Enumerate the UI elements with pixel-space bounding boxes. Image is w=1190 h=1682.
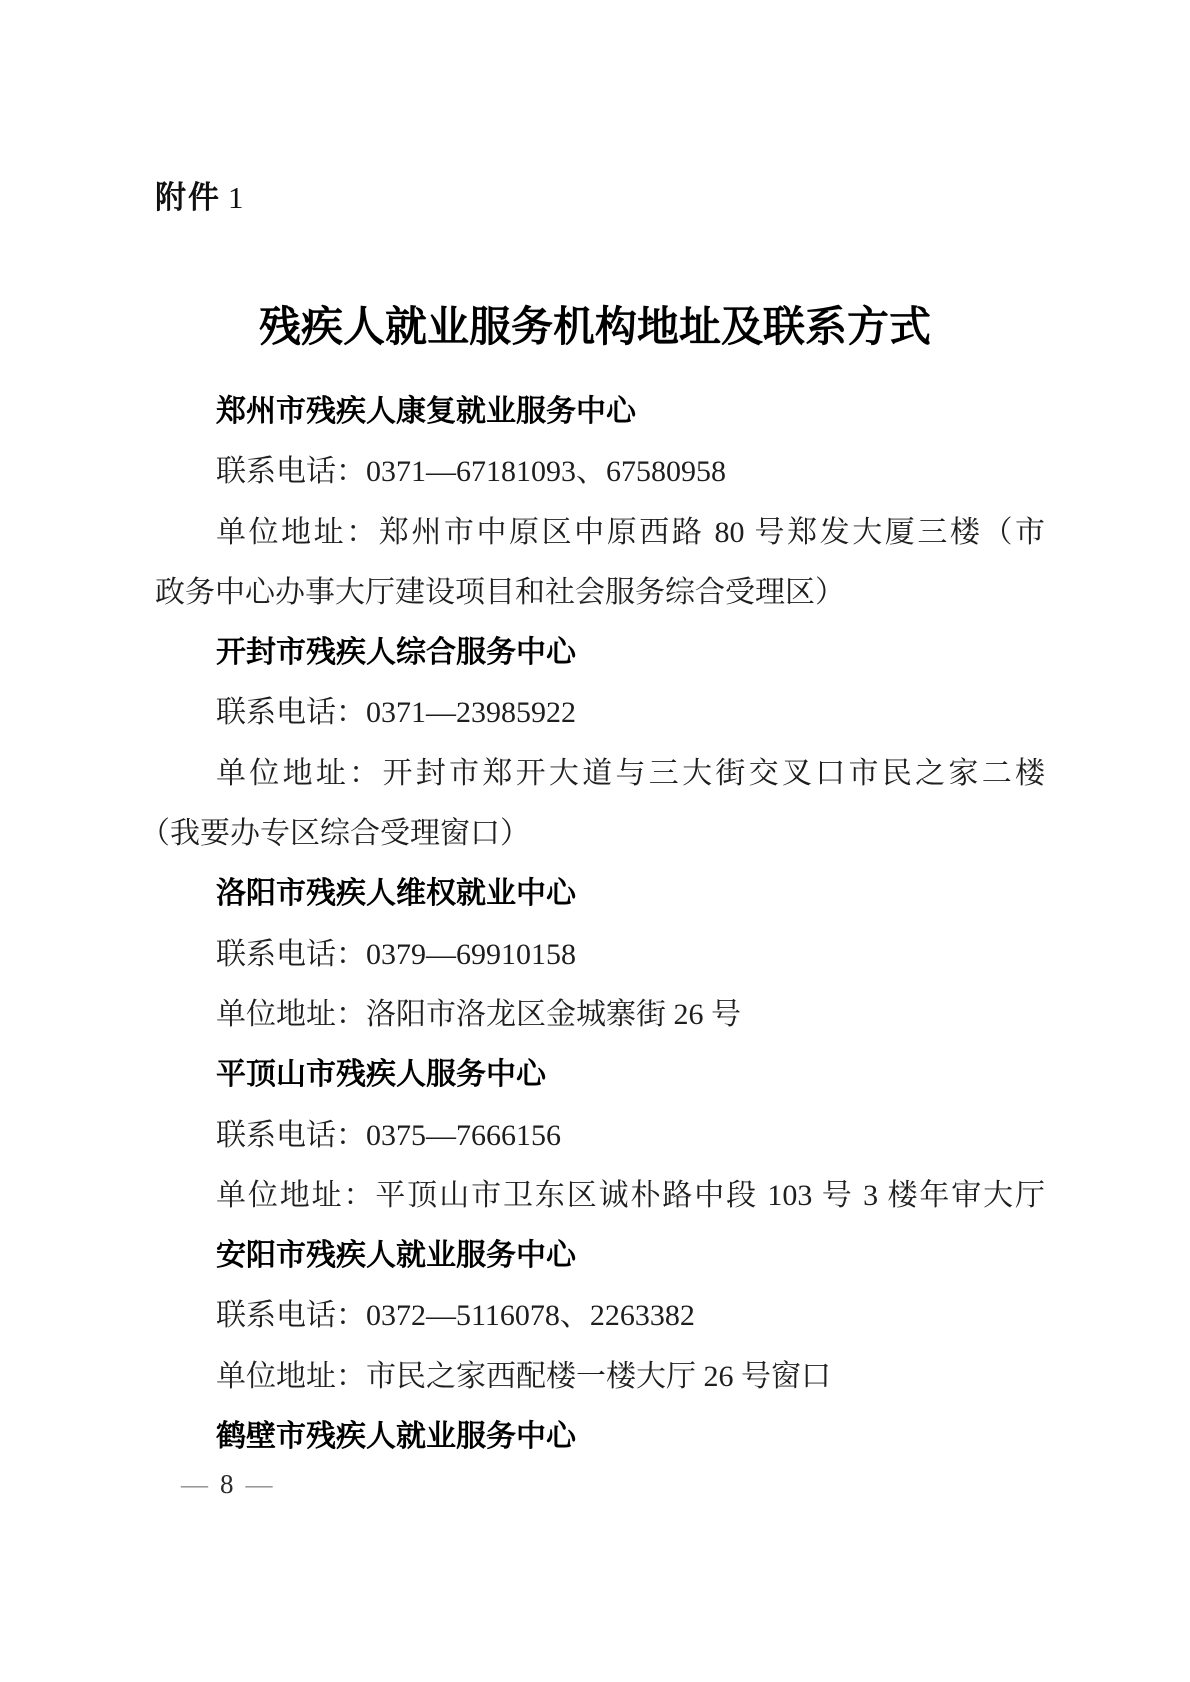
phone-line: 联系电话：0375—7666156 (216, 1118, 561, 1152)
address-line: 政务中心办事大厅建设项目和社会服务综合受理区） (155, 575, 845, 609)
section-name: 郑州市残疾人康复就业服务中心 (216, 395, 636, 428)
section-name: 洛阳市残疾人维权就业中心 (216, 877, 576, 911)
address-line: 单位地址：开封市郑开大道与三大街交叉口市民之家二楼 (216, 756, 1045, 790)
page-title: 残疾人就业服务机构地址及联系方式 (258, 305, 931, 351)
attachment-number: 1 (228, 180, 244, 215)
phone-line: 联系电话：0371—67181093、67580958 (216, 455, 726, 489)
footer-dash-left: — (181, 1469, 208, 1499)
address-line: 单位地址：平顶山市卫东区诚朴路中段 103 号 3 楼年审大厅 (216, 1178, 1045, 1212)
address-line: （我要办专区综合受理窗口） (140, 817, 530, 851)
footer-dash-right: — (245, 1469, 273, 1499)
section-name: 安阳市残疾人就业服务中心 (216, 1239, 576, 1273)
address-line: 单位地址：洛阳市洛龙区金城寨街 26 号 (216, 997, 741, 1031)
phone-line: 联系电话：0372—5116078、2263382 (216, 1299, 695, 1333)
phone-line: 联系电话：0371—23985922 (216, 696, 576, 730)
document-body (140, 382, 1045, 1467)
section-name: 平顶山市残疾人服务中心 (216, 1058, 546, 1092)
section-name: 鹤壁市残疾人就业服务中心 (216, 1420, 576, 1454)
section-name: 开封市残疾人综合服务中心 (216, 636, 576, 670)
attachment-label (155, 172, 244, 217)
footer-page-number: 8 (220, 1469, 234, 1499)
address-line: 单位地址：郑州市中原区中原西路 80 号郑发大厦三楼（市 (216, 515, 1045, 549)
phone-line: 联系电话：0379—69910158 (216, 937, 576, 971)
address-line: 单位地址：市民之家西配楼一楼大厅 26 号窗口 (216, 1359, 831, 1393)
attachment-label-text: 附件 (155, 180, 221, 215)
page-number-footer (181, 1469, 273, 1500)
